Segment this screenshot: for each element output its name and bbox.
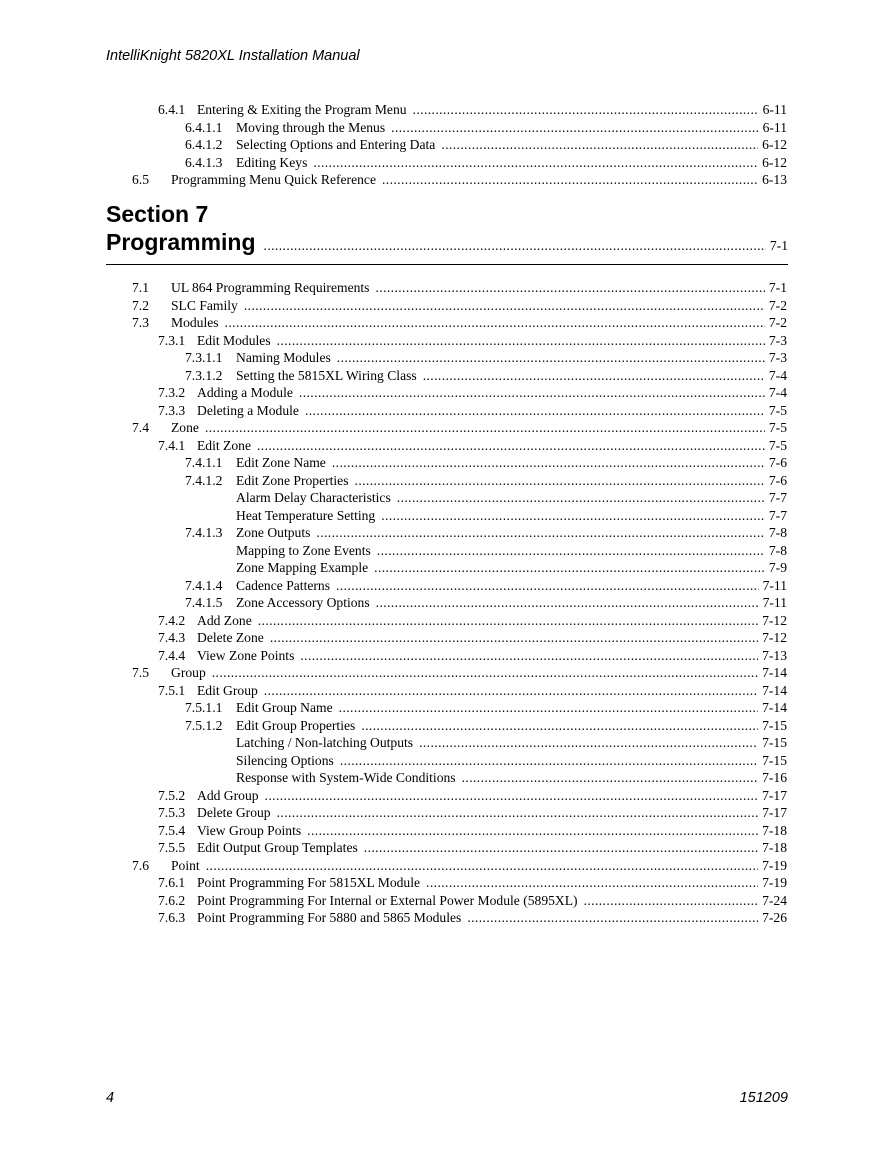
section-heading bbox=[106, 200, 788, 265]
toc-entry-page: 7-4 bbox=[768, 367, 787, 383]
toc-entry[interactable] bbox=[185, 490, 787, 507]
toc-entry[interactable] bbox=[158, 788, 787, 805]
toc-entry[interactable] bbox=[158, 805, 787, 822]
toc-entry[interactable] bbox=[132, 858, 787, 875]
toc-entry[interactable] bbox=[185, 155, 787, 172]
toc-entry[interactable] bbox=[185, 753, 787, 770]
toc-entry-number: 7.3.1.2 bbox=[185, 367, 223, 383]
toc-entry-number: 7.5.4 bbox=[158, 822, 186, 838]
dot-leader bbox=[299, 385, 765, 401]
toc-entry[interactable] bbox=[185, 350, 787, 367]
toc-entry-page: 6-12 bbox=[762, 137, 787, 152]
dot-leader bbox=[265, 788, 759, 804]
toc-entry-page: 7-13 bbox=[762, 647, 787, 663]
toc-entry[interactable] bbox=[158, 840, 787, 857]
toc-entry-title: Heat Temperature Setting bbox=[236, 507, 376, 523]
toc-entry-page: 7-15 bbox=[762, 717, 787, 733]
dot-leader bbox=[391, 120, 758, 136]
toc-entry-page: 7-14 bbox=[762, 682, 787, 698]
toc-entry-page: 7-12 bbox=[762, 612, 787, 628]
toc-entry[interactable] bbox=[185, 560, 787, 577]
dot-leader bbox=[397, 490, 765, 506]
dot-leader bbox=[206, 858, 758, 874]
dot-leader bbox=[258, 613, 758, 629]
footer-page-number: 4 bbox=[106, 1090, 115, 1106]
toc-entry-title: Mapping to Zone Events bbox=[236, 542, 371, 558]
dot-leader bbox=[264, 683, 758, 699]
toc-entry-page: 7-9 bbox=[768, 560, 787, 575]
toc-entry-title: View Zone Points bbox=[197, 647, 295, 663]
toc-entry-page: 7-12 bbox=[762, 630, 787, 645]
dot-leader bbox=[413, 102, 759, 118]
section-label: Section 7 bbox=[106, 201, 209, 227]
toc-entry-title: Moving through the Menus bbox=[236, 119, 386, 135]
toc-entry-page: 7-15 bbox=[762, 735, 787, 750]
toc-entry-page: 7-8 bbox=[768, 525, 787, 540]
toc-entry[interactable] bbox=[158, 438, 787, 455]
toc-entry-number: 7.6 bbox=[132, 857, 149, 873]
toc-entry-number: 7.2 bbox=[132, 297, 149, 313]
toc-entry-title: Point Programming For 5880 and 5865 Modules bbox=[197, 910, 462, 925]
dot-leader bbox=[305, 403, 765, 419]
toc-entry[interactable] bbox=[185, 718, 787, 735]
toc-entry-title: Edit Modules bbox=[197, 332, 271, 348]
toc-entry-page: 7-18 bbox=[762, 840, 787, 855]
dot-leader bbox=[355, 473, 765, 489]
toc-entry[interactable] bbox=[158, 403, 787, 420]
dot-leader bbox=[364, 840, 758, 856]
toc-entry-page: 6-11 bbox=[762, 102, 787, 117]
toc-entry-title: Group bbox=[171, 665, 206, 680]
toc-entry-number: 7.4.1 bbox=[158, 437, 186, 453]
toc-entry-title: Edit Zone Properties bbox=[236, 472, 349, 488]
toc-entry[interactable] bbox=[158, 683, 787, 700]
toc-entry-number: 7.3 bbox=[132, 315, 149, 330]
running-header: IntelliKnight 5820XL Installation Manual bbox=[106, 48, 360, 64]
dot-leader bbox=[205, 420, 765, 436]
toc-entry-number: 7.4.1.5 bbox=[185, 595, 223, 610]
dot-leader bbox=[277, 333, 765, 349]
toc-entry-page: 7-5 bbox=[768, 437, 787, 453]
toc-entry-number: 7.5.1.1 bbox=[185, 700, 223, 715]
toc-entry-title: Add Group bbox=[197, 787, 259, 803]
toc-entry-title: Edit Zone Name bbox=[236, 455, 326, 470]
toc-entry-page: 6-13 bbox=[762, 172, 787, 187]
dot-leader bbox=[225, 315, 765, 331]
dot-leader bbox=[419, 735, 758, 751]
toc-entry-title: Delete Group bbox=[197, 805, 271, 820]
toc-entry-page: 7-16 bbox=[762, 770, 787, 785]
toc-entry-title: Deleting a Module bbox=[197, 402, 299, 418]
toc-entry-page: 7-7 bbox=[768, 507, 787, 523]
dot-leader bbox=[332, 455, 765, 471]
dot-leader bbox=[441, 137, 758, 153]
toc-entry[interactable] bbox=[158, 648, 787, 665]
toc-entry-title: Naming Modules bbox=[236, 350, 331, 365]
toc-entry[interactable] bbox=[158, 630, 787, 647]
dot-leader bbox=[316, 525, 764, 541]
toc-entry[interactable] bbox=[158, 910, 787, 927]
dot-leader bbox=[270, 630, 758, 646]
toc-entry-title: Zone Mapping Example bbox=[236, 560, 369, 575]
toc-entry-number: 7.5.2 bbox=[158, 787, 186, 803]
toc-entry-page: 7-2 bbox=[768, 315, 787, 330]
footer-doc-code: 151209 bbox=[739, 1090, 788, 1106]
dot-leader bbox=[212, 665, 758, 681]
toc-entry[interactable] bbox=[185, 770, 787, 787]
toc-entry[interactable] bbox=[185, 120, 787, 137]
dot-leader bbox=[374, 560, 765, 576]
toc-entry-title: Edit Group bbox=[197, 682, 258, 698]
dot-leader bbox=[426, 875, 758, 891]
toc-entry-page: 7-6 bbox=[768, 455, 787, 470]
toc-entry[interactable] bbox=[185, 368, 787, 385]
toc-entry-page: 7-8 bbox=[768, 542, 787, 558]
toc-entry-page: 6-11 bbox=[762, 119, 787, 135]
toc-entry-page: 7-3 bbox=[768, 332, 787, 348]
toc-entry-title: Adding a Module bbox=[197, 385, 293, 400]
toc-entry-number: 7.3.1.1 bbox=[185, 350, 223, 365]
toc-entry-title: Selecting Options and Entering Data bbox=[236, 137, 436, 152]
toc-entry-number: 7.4.2 bbox=[158, 612, 186, 628]
toc-entry-title: Silencing Options bbox=[236, 752, 334, 768]
toc-entry[interactable] bbox=[185, 543, 787, 560]
dot-leader bbox=[307, 823, 758, 839]
toc-entry-page: 7-7 bbox=[768, 490, 787, 505]
toc-entry-number: 7.4.1.4 bbox=[185, 577, 223, 593]
dot-leader bbox=[336, 578, 759, 594]
toc-entry-title: Editing Keys bbox=[236, 154, 308, 170]
dot-leader bbox=[375, 280, 764, 296]
toc-entry-title: Zone Accessory Options bbox=[236, 595, 370, 610]
toc-entry[interactable] bbox=[132, 315, 787, 332]
toc-entry[interactable] bbox=[158, 893, 787, 910]
toc-entry[interactable] bbox=[132, 298, 787, 315]
dot-leader bbox=[244, 298, 765, 314]
dot-leader bbox=[264, 238, 766, 254]
toc-entry-number: 6.4.1.2 bbox=[185, 137, 223, 152]
toc-entry-page: 7-6 bbox=[768, 472, 787, 488]
toc-entry-number: 7.6.2 bbox=[158, 892, 186, 908]
toc-entry-page: 7-14 bbox=[762, 700, 787, 715]
toc-entry-page: 7-24 bbox=[762, 892, 787, 908]
toc-entry-title: Zone Outputs bbox=[236, 525, 311, 540]
toc-entry-title: Zone bbox=[171, 420, 199, 435]
toc-entry[interactable] bbox=[185, 700, 787, 717]
toc-entry-title: Point bbox=[171, 857, 200, 873]
toc-entry-title: Modules bbox=[171, 315, 219, 330]
toc-entry-page: 7-19 bbox=[762, 857, 787, 873]
section-title-row[interactable] bbox=[106, 228, 788, 256]
toc-entry-number: 7.5.1 bbox=[158, 682, 186, 698]
toc-entry-number: 7.3.2 bbox=[158, 385, 186, 400]
dot-leader bbox=[382, 172, 758, 188]
toc-entry-title: View Group Points bbox=[197, 822, 302, 838]
toc-entry-page: 7-19 bbox=[762, 875, 787, 890]
toc-entry-title: SLC Family bbox=[171, 297, 238, 313]
section-page-number: 7-1 bbox=[769, 238, 788, 253]
toc-entry[interactable] bbox=[185, 595, 787, 612]
dot-leader bbox=[467, 910, 758, 926]
dot-leader bbox=[462, 770, 758, 786]
toc-entry[interactable] bbox=[158, 613, 787, 630]
toc-entry-title: UL 864 Programming Requirements bbox=[171, 280, 370, 295]
toc-entry-number: 7.4.1.2 bbox=[185, 472, 223, 488]
toc-entry-number: 7.4.1.3 bbox=[185, 525, 223, 540]
toc-entry[interactable] bbox=[158, 333, 787, 350]
toc-entry-number: 7.5.3 bbox=[158, 805, 186, 820]
toc-entry-number: 7.1 bbox=[132, 280, 149, 295]
toc-entry-title: Alarm Delay Characteristics bbox=[236, 490, 391, 505]
toc-entry[interactable] bbox=[132, 280, 787, 297]
toc-entry[interactable] bbox=[185, 508, 787, 525]
toc-entry-number: 7.6.3 bbox=[158, 910, 186, 925]
dot-leader bbox=[361, 718, 758, 734]
toc-entry-page: 7-14 bbox=[762, 665, 787, 680]
toc-entry-page: 7-5 bbox=[768, 402, 787, 418]
toc-entry-number: 7.4.4 bbox=[158, 647, 186, 663]
dot-leader bbox=[257, 438, 765, 454]
toc-entry-title: Latching / Non-latching Outputs bbox=[236, 735, 414, 750]
dot-leader bbox=[337, 350, 765, 366]
toc-entry[interactable] bbox=[185, 578, 787, 595]
toc-entry-number: 6.4.1.1 bbox=[185, 119, 223, 135]
toc-entry-number: 7.3.1 bbox=[158, 332, 186, 348]
toc-entry-title: Point Programming For Internal or External Power Module (5895XL) bbox=[197, 892, 578, 908]
toc-entry-page: 7-2 bbox=[768, 297, 787, 313]
toc-entry-title: Entering & Exiting the Program Menu bbox=[197, 102, 407, 117]
toc-entry-number: 6.5 bbox=[132, 172, 149, 187]
toc-entry-page: 7-11 bbox=[762, 577, 787, 593]
section-divider bbox=[106, 264, 788, 265]
toc-entry[interactable] bbox=[185, 735, 787, 752]
toc-entry-page: 7-3 bbox=[768, 350, 787, 365]
toc-entry-number: 7.4 bbox=[132, 420, 149, 435]
toc-entry-title: Point Programming For 5815XL Module bbox=[197, 875, 421, 890]
toc-entry[interactable] bbox=[185, 455, 787, 472]
toc-entry-title: Edit Output Group Templates bbox=[197, 840, 358, 855]
dot-leader bbox=[377, 543, 765, 559]
toc-entry-number: 6.4.1.3 bbox=[185, 154, 223, 170]
dot-leader bbox=[277, 805, 758, 821]
toc-entry-page: 7-17 bbox=[762, 787, 787, 803]
toc-entry-number: 7.3.3 bbox=[158, 402, 186, 418]
toc-entry-page: 7-15 bbox=[762, 752, 787, 768]
toc-entry[interactable] bbox=[185, 525, 787, 542]
toc-entry[interactable] bbox=[132, 665, 787, 682]
toc-entry-page: 6-12 bbox=[762, 154, 787, 170]
toc-entry[interactable] bbox=[185, 137, 787, 154]
toc-entry[interactable] bbox=[185, 473, 787, 490]
section-title: Programming bbox=[106, 229, 256, 255]
toc-entry-page: 7-5 bbox=[768, 420, 787, 435]
toc-entry-page: 7-18 bbox=[762, 822, 787, 838]
dot-leader bbox=[584, 893, 759, 909]
toc-entry[interactable] bbox=[158, 875, 787, 892]
toc-entry-title: Delete Zone bbox=[197, 630, 264, 645]
toc-entry[interactable] bbox=[132, 420, 787, 437]
toc-entry[interactable] bbox=[158, 823, 787, 840]
toc-entry-number: 7.5 bbox=[132, 665, 149, 680]
toc-entry-number: 7.4.3 bbox=[158, 630, 186, 645]
dot-leader bbox=[339, 700, 758, 716]
toc-entry-number: 7.4.1.1 bbox=[185, 455, 223, 470]
toc-entry-title: Add Zone bbox=[197, 612, 252, 628]
toc-entry-title: Edit Group Properties bbox=[236, 717, 356, 733]
toc-entry-page: 7-17 bbox=[762, 805, 787, 820]
toc-entry-page: 7-1 bbox=[768, 280, 787, 295]
toc-entry-number: 7.5.5 bbox=[158, 840, 186, 855]
toc-entry-title: Cadence Patterns bbox=[236, 577, 330, 593]
dot-leader bbox=[313, 155, 758, 171]
toc-entry[interactable] bbox=[132, 172, 787, 189]
toc-entry-title: Edit Group Name bbox=[236, 700, 333, 715]
toc-entry-title: Setting the 5815XL Wiring Class bbox=[236, 367, 417, 383]
toc-entry-number: 7.5.1.2 bbox=[185, 717, 223, 733]
toc-entry-page: 7-4 bbox=[768, 385, 787, 400]
toc-entry[interactable] bbox=[158, 385, 787, 402]
dot-leader bbox=[300, 648, 758, 664]
toc-entry[interactable] bbox=[158, 102, 787, 119]
dot-leader bbox=[423, 368, 765, 384]
dot-leader bbox=[376, 595, 759, 611]
toc-entry-number: 6.4.1 bbox=[158, 102, 186, 117]
dot-leader bbox=[381, 508, 765, 524]
dot-leader bbox=[340, 753, 758, 769]
toc-entry-title: Edit Zone bbox=[197, 437, 251, 453]
toc-entry-title: Response with System-Wide Conditions bbox=[236, 770, 456, 785]
toc-entry-page: 7-11 bbox=[762, 595, 787, 610]
toc-entry-number: 7.6.1 bbox=[158, 875, 186, 890]
toc-entry-title: Programming Menu Quick Reference bbox=[171, 172, 376, 187]
toc-entry-page: 7-26 bbox=[762, 910, 787, 925]
